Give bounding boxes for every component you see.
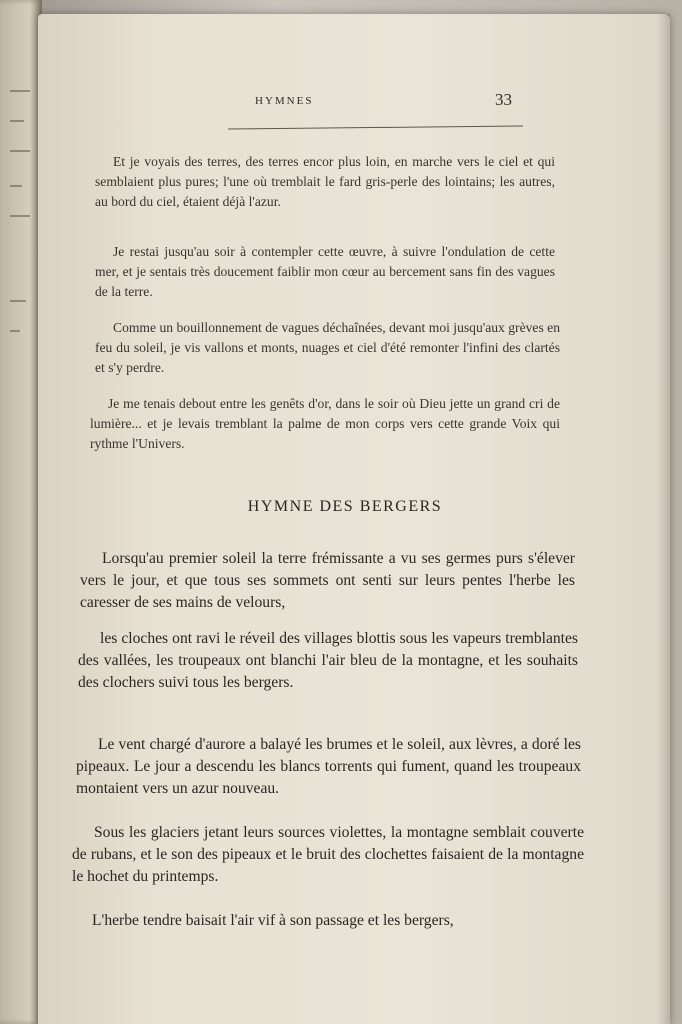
- facing-page-text-fragment: [10, 185, 22, 187]
- facing-page-text-fragment: [10, 90, 30, 92]
- paragraph: les cloches ont ravi le réveil des villages blottis sous les vapeurs tremblantes des vallées, les troupeaux ont blanchi l'air bleu de la montagne, et les souhaits des clochers suivi tous les bergers.: [78, 630, 578, 691]
- paragraph: Sous les glaciers jetant leurs sources violettes, la montagne semblait couverte de rubans, et le son des pipeaux et le bruit des clochettes faisaient de la montagne le hochet du printemps.: [72, 824, 584, 885]
- section-title: HYMNE DES BERGERS: [247, 498, 443, 515]
- paragraph: L'herbe tendre baisait l'air vif à son passage et les bergers,: [92, 912, 454, 929]
- running-head: HYMNES: [255, 95, 314, 107]
- paragraph: Lorsqu'au premier soleil la terre frémissante a vu ses germes purs s'élever vers le jour, et que tous ses sommets ont senti sur leurs pentes l'herbe les caresser de ses mains de velours,: [80, 550, 575, 611]
- paragraph: Le vent chargé d'aurore a balayé les brumes et le soleil, aux lèvres, a doré les pipeaux. Le jour a descendu les blancs torrents qui fument, quand les troupeaux montaient vers un azur nouveau.: [76, 736, 581, 797]
- facing-page-text-fragment: [10, 120, 24, 122]
- paragraph: Comme un bouillonnement de vagues déchaînées, devant moi jusqu'aux grèves en feu du soleil, je vis vallons et monts, nuages et ciel d'été remonter l'infini des clartés et s'y perdre.: [95, 320, 560, 375]
- page-number: 33: [495, 90, 512, 109]
- facing-page-text-fragment: [10, 330, 20, 332]
- page-edge-shadow: [656, 14, 670, 1024]
- paragraph: Et je voyais des terres, des terres encor plus loin, en marche vers le ciel et qui semblaient plus pures; l'une où tremblait le fard gris-perle des lointains; les autres, au bord du ciel, étaient déjà l'azur.: [95, 154, 555, 209]
- facing-page-text-fragment: [10, 300, 26, 302]
- paragraph: Je me tenais debout entre les genêts d'or, dans le soir où Dieu jette un grand cri de lumière... et je levais tremblant la palme de mon corps vers cette grande Voix qui rythme l'Univers.: [90, 396, 560, 451]
- facing-page-text-fragment: [10, 150, 30, 152]
- paragraph: Je restai jusqu'au soir à contempler cette œuvre, à suivre l'ondulation de cette mer, et je sentais très doucement faiblir mon cœur au bercement sans fin des vagues de la terre.: [95, 244, 555, 299]
- facing-page-text-fragment: [10, 215, 30, 217]
- facing-page-edge: [0, 0, 42, 1024]
